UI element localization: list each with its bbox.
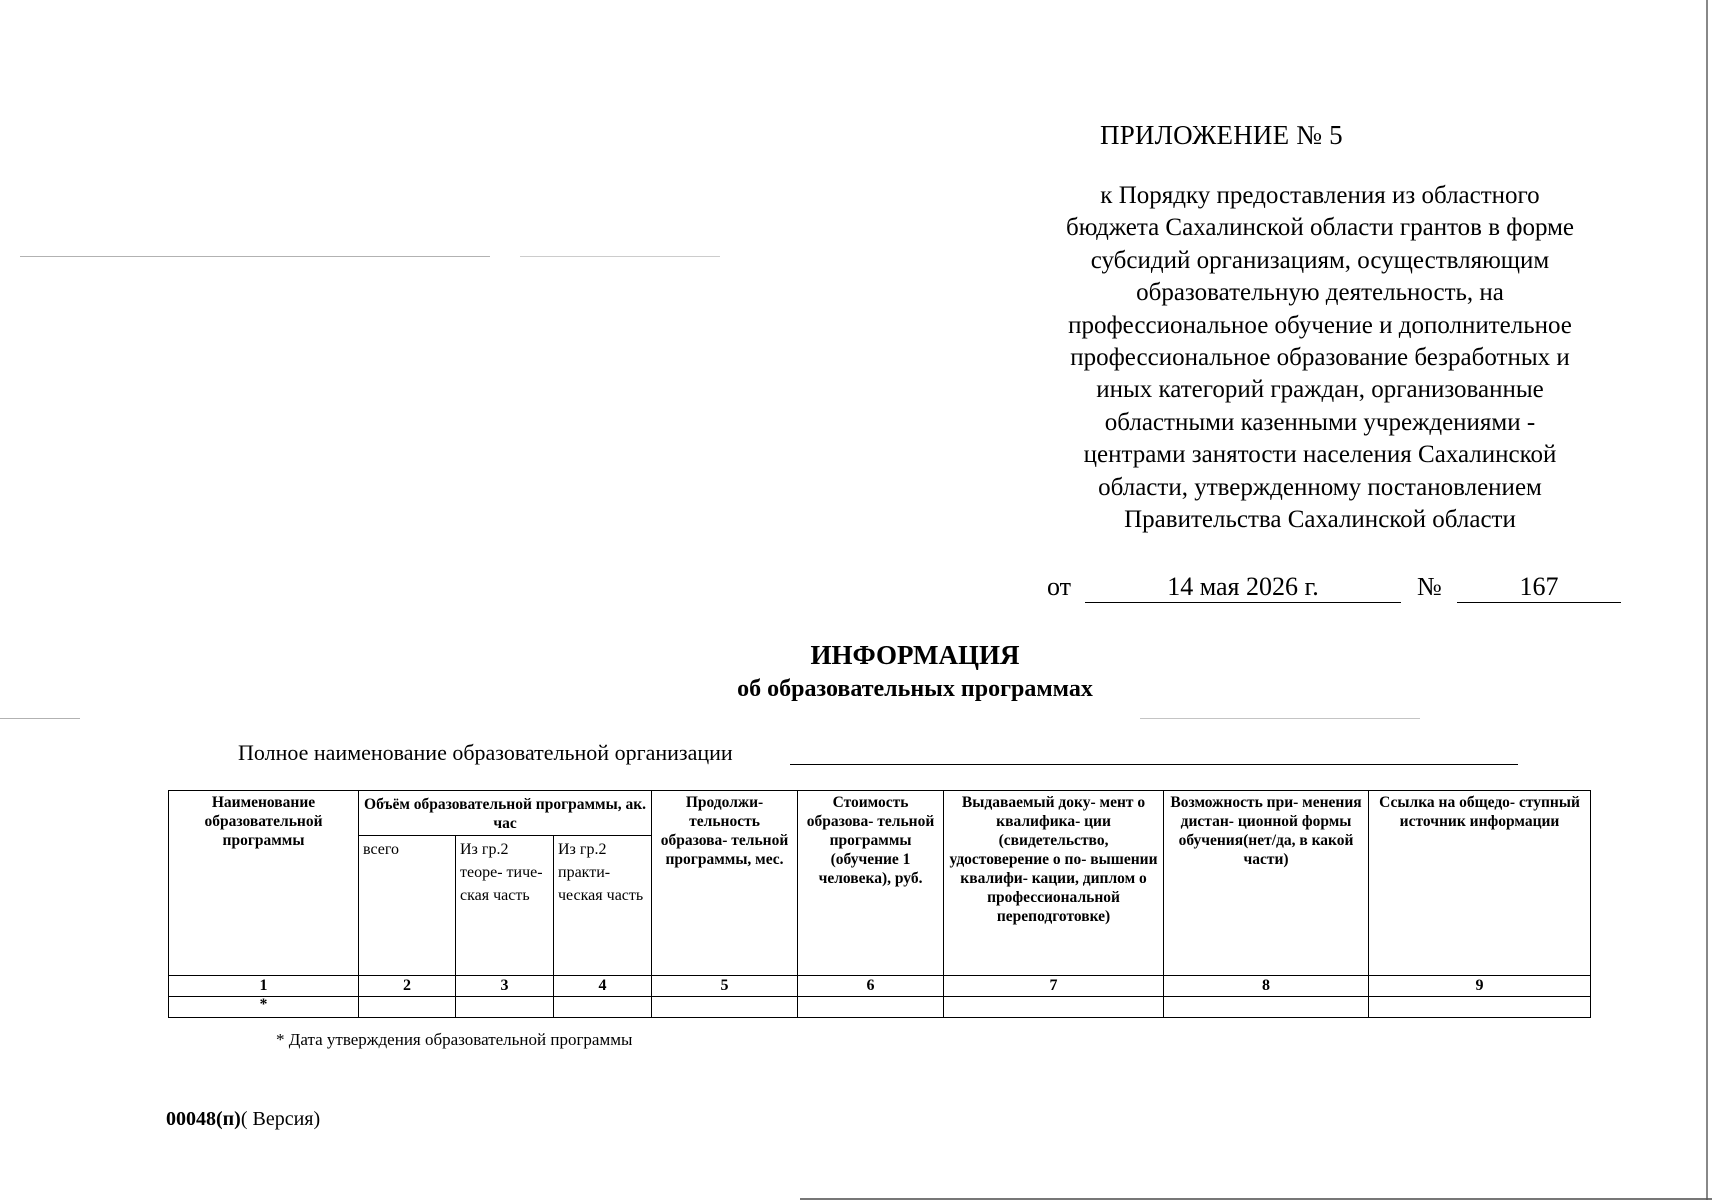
table-row [169, 997, 1591, 1018]
document-title: ИНФОРМАЦИЯ [810, 640, 1020, 670]
appendix-text [1020, 180, 1620, 536]
subheader-theory: Из гр.2 теоре- тиче- ская часть [456, 836, 554, 976]
header-distance-learning: Возможность при- менения дистан- ционной формы обучения(нет/да, в какой части) [1164, 791, 1369, 976]
appendix-line: профессиональное образование безработных и [1070, 344, 1570, 372]
appendix-line: Правительства Сахалинской области [1124, 506, 1516, 534]
table-cell [798, 997, 944, 1018]
document-subtitle: об образовательных программах [737, 676, 1093, 702]
scan-artifact-line [20, 256, 490, 257]
table-cell [944, 997, 1164, 1018]
appendix-line: иных категорий граждан, организованные [1096, 376, 1544, 404]
header-info-link: Ссылка на общедо- ступный источник информации [1369, 791, 1591, 976]
organization-name-label: Полное наименование образовательной организации [238, 740, 733, 765]
header-cost: Стоимость образова- тельной программы (обучение 1 человека), руб. [798, 791, 944, 976]
column-number: 8 [1164, 976, 1369, 997]
column-number: 2 [359, 976, 456, 997]
header-program-name: Наименование образовательной программы [169, 791, 359, 976]
organization-name-line [790, 764, 1518, 765]
appendix-line: образовательную деятельность, на [1136, 279, 1504, 307]
column-numbers-row [169, 976, 1591, 997]
column-number: 7 [944, 976, 1164, 997]
table-header-row [169, 791, 1591, 836]
table-cell [652, 997, 798, 1018]
appendix-line: центрами занятости населения Сахалинской [1083, 441, 1557, 469]
approval-number: 167 [1457, 572, 1621, 603]
document-code [166, 1108, 320, 1131]
scan-artifact-line [0, 718, 80, 719]
subheader-practice: Из гр.2 практи- ческая часть [554, 836, 652, 976]
header-program-volume: Объём образовательной программы, ак. час [359, 791, 652, 836]
program-name-cell: * [169, 997, 359, 1018]
table-cell [456, 997, 554, 1018]
header-duration: Продолжи- тельность образова- тельной программы, мес. [652, 791, 798, 976]
organization-name-row [238, 740, 1518, 770]
header-qualification-document: Выдаваемый доку- мент о квалифика- ции (свидетельство, удостоверение о по- вышении квалифи- кации, диплом о профессиональной переподготовке) [944, 791, 1164, 976]
scan-artifact-line [1140, 718, 1420, 719]
programs-table [168, 790, 1591, 1018]
table-cell [359, 997, 456, 1018]
number-label: № [1417, 572, 1442, 601]
appendix-line: субсидий организациям, осуществляющим [1090, 246, 1550, 274]
column-number: 6 [798, 976, 944, 997]
appendix-line: профессиональное обучение и дополнительное [1068, 311, 1572, 339]
column-number: 4 [554, 976, 652, 997]
date-number-row [1045, 572, 1625, 606]
table-cell [1164, 997, 1369, 1018]
appendix-line: области, утвержденному постановлением [1098, 473, 1542, 501]
scan-artifact-line [520, 256, 720, 257]
approval-date: 14 мая 2026 г. [1085, 572, 1401, 603]
document-code-number: 00048(п) [166, 1108, 241, 1130]
appendix-line: областными казенными учреждениями - [1104, 408, 1536, 436]
table-cell [554, 997, 652, 1018]
column-number: 3 [456, 976, 554, 997]
appendix-line: к Порядку предоставления из областного [1100, 182, 1540, 209]
appendix-line: бюджета Сахалинской области грантов в форме [1065, 214, 1575, 242]
appendix-title: ПРИЛОЖЕНИЕ № 5 [1100, 120, 1343, 150]
subheader-total: всего [359, 836, 456, 976]
document-code-version: ( Версия) [240, 1108, 321, 1130]
column-number: 5 [652, 976, 798, 997]
column-number: 1 [169, 976, 359, 997]
column-number: 9 [1369, 976, 1591, 997]
scan-edge-line [1706, 0, 1708, 1200]
footnote: * Дата утверждения образовательной программы [276, 1030, 633, 1049]
from-label: от [1047, 572, 1072, 601]
table-cell [1369, 997, 1591, 1018]
